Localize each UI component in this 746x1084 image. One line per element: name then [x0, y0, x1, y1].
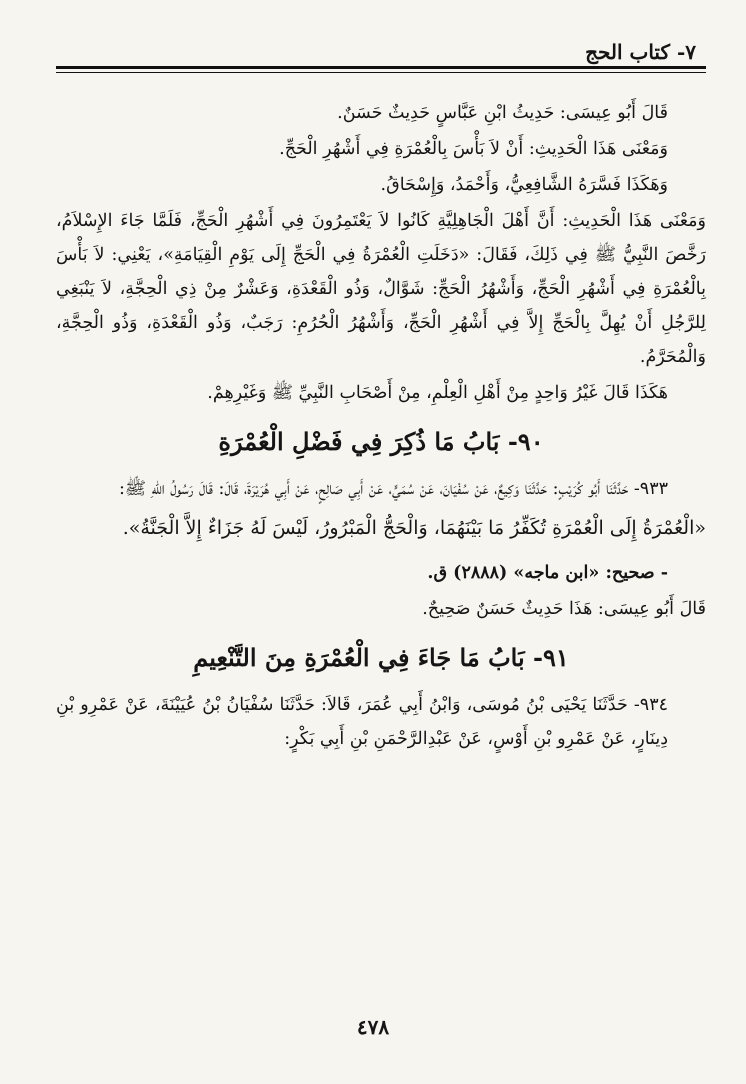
paragraph: وَمَعْنَى هَذَا الْحَدِيثِ: أَنَّ أَهْلَ الْجَاهِلِيَّةِ كَانُوا لاَ يَعْتَمِرُونَ فِي أَشْهُرِ الْحَجِّ، فَلَمَّا جَاءَ الإِسْلاَمُ، رَخَّصَ النَّبِيُّ ﷺ فِي ذَلِكَ، فَقَالَ: «دَخَلَتِ الْعُمْرَةُ فِي الْحَجِّ إِلَى يَوْمِ الْقِيَامَةِ»، يَعْنِي: لاَ بَأْسَ بِالْعُمْرَةِ فِي أَشْهُرِ الْحَجِّ، وَأَشْهُرُ الْحَجِّ: شَوَّالٌ، وَذُو الْقَعْدَةِ، وَعَشْرٌ مِنْ ذِي الْحِجَّةِ، لاَ يَنْبَغِي لِلرَّجُلِ أَنْ يُهِلَّ بِالْحَجِّ إِلاَّ فِي أَشْهُرِ الْحَجِّ، وَأَشْهُرُ الْحُرُمِ: رَجَبٌ، وَذُو الْقَعْدَةِ، وَذُو الْحِجَّةِ، وَالْمُحَرَّمُ.	[56, 211, 706, 367]
page-number: ٤٧٨	[356, 1015, 390, 1039]
paragraph: وَهَكَذَا فَسَّرَهُ الشَّافِعِيُّ، وَأَحْمَدُ، وَإِسْحَاقُ.	[380, 175, 668, 195]
paragraph: وَمَعْنَى هَذَا الْحَدِيثِ: أَنْ لاَ بَأْسَ بِالْعُمْرَةِ فِي أَشْهُرِ الْحَجِّ.	[279, 139, 668, 159]
page-body	[56, 96, 706, 758]
hadith-isnad-934: ٩٣٤- حَدَّثَنَا يَحْيَى بْنُ مُوسَى، وَابْنُ أَبِي عُمَرَ، قَالاَ: حَدَّثَنَا سُفْيَانُ بْنُ عُيَيْنَةَ، عَنْ عَمْرِو بْنِ دِينَارٍ، عَنْ عَمْرِو بْنِ أَوْسٍ، عَنْ عَبْدِالرَّحْمَنِ بْنِ أَبِي بَكْرٍ:	[56, 695, 668, 749]
hadith-comment-933: قَالَ أَبُو عِيسَى: هَذَا حَدِيثٌ حَسَنٌ صَحِيحٌ.	[422, 599, 706, 619]
header-rule-thick	[56, 66, 706, 69]
paragraph: هَكَذَا قَالَ غَيْرُ وَاحِدٍ مِنْ أَهْلِ الْعِلْمِ، مِنْ أَصْحَابِ النَّبِيِّ ﷺ وَغَيْرِهِمْ.	[207, 383, 668, 403]
chapter-heading-90: ٩٠- بَابُ مَا ذُكِرَ فِي فَضْلِ الْعُمْرَةِ	[218, 427, 544, 456]
header-title: ٧- كتاب الحج	[585, 40, 696, 64]
header-rule-thin	[56, 72, 706, 73]
hadith-isnad-933: ٩٣٣- حَدَّثَنَا أَبُو كُرَيْبٍ: حَدَّثَنَا وَكِيعٌ، عَنْ سُفْيَانَ، عَنْ سُمَيٍّ، عَنْ أَبِي صَالِحٍ، عَنْ أَبِي هُرَيْرَةَ، قَالَ: قَالَ رَسُولُ اللهِ ﷺ:	[118, 479, 668, 499]
hadith-grade-933: - صحيح: «ابن ماجه» (٢٨٨٨) ق.	[427, 563, 668, 583]
paragraph: قَالَ أَبُو عِيسَى: حَدِيثُ ابْنِ عَبَّاسٍ حَدِيثٌ حَسَنٌ.	[337, 103, 668, 123]
running-header	[56, 34, 706, 64]
hadith-matn-933: «الْعُمْرَةُ إِلَى الْعُمْرَةِ تُكَفِّرُ مَا بَيْنَهُمَا، وَالْحَجُّ الْمَبْرُورُ، لَيْسَ لَهُ جَزَاءٌ إِلاَّ الْجَنَّةُ».	[122, 517, 706, 539]
chapter-heading-91: ٩١- بَابُ مَا جَاءَ فِي الْعُمْرَةِ مِنَ التَّنْعِيمِ	[193, 643, 569, 672]
